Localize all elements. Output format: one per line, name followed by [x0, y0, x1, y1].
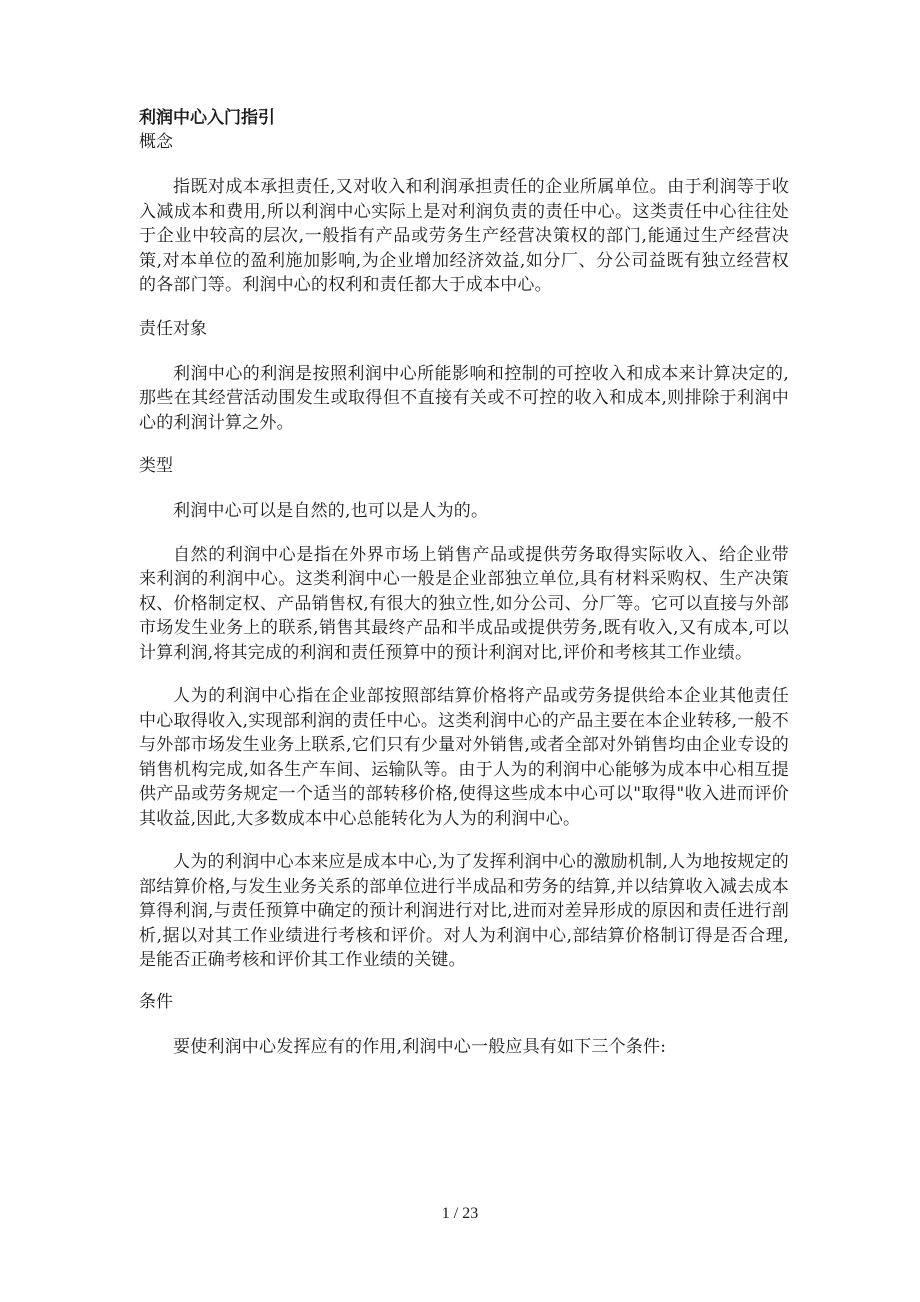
heading-responsibility: 责任对象 [139, 318, 207, 339]
heading-concept: 概念 [139, 132, 173, 152]
paragraph-responsibility: 利润中心的利润是按照利润中心所能影响和控制的可控收入和成本来计算决定的,那些在其经营活动围发生或取得但不直接有关或不可控的收入和成本,则排除于利润中心的利润计算之外。 [139, 363, 789, 433]
paragraph-artificial-profit-center-detail: 人为的利润中心本来应是成本中心,为了发挥利润中心的激励机制,人为地按规定的部结算价格,与发生业务关系的部单位进行半成品和劳务的结算,并以结算收入减去成本算得利润,与责任预算中确定的预计利润进行对比,进而对差异形成的原因和责任进行剖析,据以对其工作业绩进行考核和评价。对人为利润中心,部结算价格制订得是否合理,是能否正确考核和评价其工作业绩的关键。 [139, 852, 789, 970]
paragraph-types-intro: 利润中心可以是自然的,也可以是人为的。 [173, 501, 489, 521]
paragraph-natural-profit-center: 自然的利润中心是指在外界市场上销售产品或提供劳务取得实际收入、给企业带来利润的利润中心。这类利润中心一般是企业部独立单位,具有材料采购权、生产决策权、价格制定权、产品销售权,有很大的独立性,如分公司、分厂等。它可以直接与外部市场发生业务上的联系,销售其最终产品和半成品或提供劳务,既有收入,又有成本,可以计算利润,将其完成的利润和责任预算中的预计利润对比,评价和考核其工作业绩。 [139, 544, 789, 663]
document-title: 利润中心入门指引 [139, 108, 275, 128]
page-number: 1 / 23 [441, 1205, 479, 1222]
paragraph-concept: 指既对成本承担责任,又对收入和利润承担责任的企业所属单位。由于利润等于收入减成本和费用,所以利润中心实际上是对利润负责的责任中心。这类责任中心往往处于企业中较高的层次,一般指有产品或劳务生产经营决策权的部门,能通过生产经营决策,对本单位的盈利施加影响,为企业增加经济效益,如分厂、分公司益既有独立经营权的各部门等。利润中心的权利和责任都大于成本中心。 [139, 177, 789, 295]
heading-types: 类型 [139, 456, 173, 476]
heading-conditions: 条件 [139, 991, 173, 1012]
paragraph-conditions: 要使利润中心发挥应有的作用,利润中心一般应具有如下三个条件: [173, 1036, 667, 1057]
document-body [139, 106, 789, 1059]
paragraph-artificial-profit-center: 人为的利润中心指在企业部按照部结算价格将产品或劳务提供给本企业其他责任中心取得收入,实现部利润的责任中心。这类利润中心的产品主要在本企业转移,一般不与外部市场发生业务上联系,它们只有少量对外销售,或者全部对外销售均由企业专设的销售机构完成,如各生产车间、运输队等。由于人为的利润中心能够为成本中心相互提供产品或劳务规定一个适当的部转移价格,使得这些成本中心可以"取得"收入进而评价其收益,因此,大多数成本中心总能转化为人为的利润中心。 [139, 686, 789, 829]
